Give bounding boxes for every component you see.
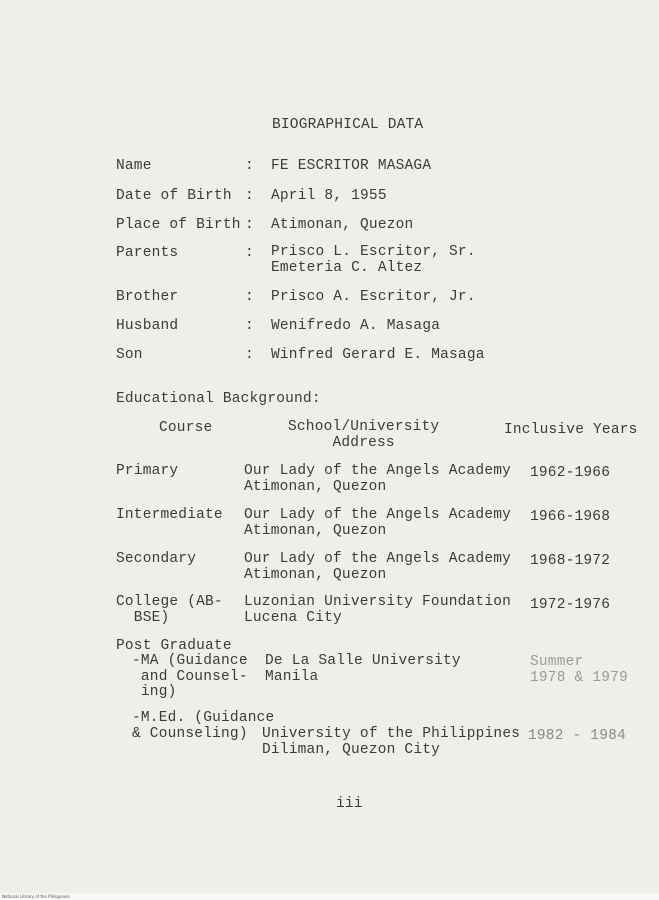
column-header-school: School/University Address [288, 419, 440, 451]
bio-label-son: Son [116, 347, 143, 363]
course-college: College (AB- BSE) [116, 594, 223, 626]
bio-separator: : [245, 245, 254, 261]
course-secondary: Secondary [116, 551, 197, 567]
years-med: 1982 - 1984 [528, 728, 626, 744]
bio-value-brother: Prisco A. Escritor, Jr. [271, 289, 476, 305]
bio-label-brother: Brother [116, 289, 179, 305]
bio-separator: : [245, 217, 254, 233]
bio-separator: : [245, 289, 254, 305]
bio-value-date-of-birth: April 8, 1955 [271, 188, 387, 204]
bio-value-name: FE ESCRITOR MASAGA [271, 158, 432, 174]
page-number: iii [336, 796, 363, 812]
course-primary: Primary [116, 463, 179, 479]
column-header-course: Course [159, 420, 213, 436]
school-intermediate: Our Lady of the Angels Academy Atimonan, Quezon [244, 507, 512, 539]
course-ma: -MA (Guidance and Counsel- ing) [132, 653, 248, 700]
bio-separator: : [245, 318, 254, 334]
years-ma: Summer 1978 & 1979 [530, 654, 628, 686]
education-heading: Educational Background: [116, 391, 321, 407]
years-primary: 1962-1966 [530, 465, 611, 481]
bio-label-parents: Parents [116, 245, 179, 261]
school-ma: De La Salle University Manila [265, 653, 461, 685]
bio-separator: : [245, 158, 254, 174]
bio-value-husband: Wenifredo A. Masaga [271, 318, 441, 334]
bio-label-husband: Husband [116, 318, 179, 334]
school-secondary: Our Lady of the Angels Academy Atimonan, Quezon [244, 551, 512, 583]
bio-value-parents: Prisco L. Escritor, Sr. Emeteria C. Altez [271, 244, 476, 276]
school-primary: Our Lady of the Angels Academy Atimonan, Quezon [244, 463, 512, 495]
footer-note: National Library of the Philippines [2, 894, 70, 899]
years-intermediate: 1966-1968 [530, 509, 611, 525]
years-secondary: 1968-1972 [530, 553, 611, 569]
bio-label-place-of-birth: Place of Birth [116, 217, 241, 233]
bio-label-date-of-birth: Date of Birth [116, 188, 232, 204]
course-intermediate: Intermediate [116, 507, 223, 523]
bio-value-place-of-birth: Atimonan, Quezon [271, 217, 414, 233]
school-med: University of the Philippines Diliman, Quezon City [262, 726, 521, 758]
post-graduate-label: Post Graduate [116, 638, 232, 654]
bio-separator: : [245, 188, 254, 204]
document-title: BIOGRAPHICAL DATA [272, 117, 424, 133]
column-header-years: Inclusive Years [504, 422, 638, 438]
footer-strip [0, 893, 659, 900]
bio-value-son: Winfred Gerard E. Masaga [271, 347, 485, 363]
bio-separator: : [245, 347, 254, 363]
course-med: -M.Ed. (Guidance & Counseling) [132, 710, 275, 742]
years-college: 1972-1976 [530, 597, 611, 613]
bio-label-name: Name [116, 158, 152, 174]
school-college: Luzonian University Foundation Lucena City [244, 594, 512, 626]
